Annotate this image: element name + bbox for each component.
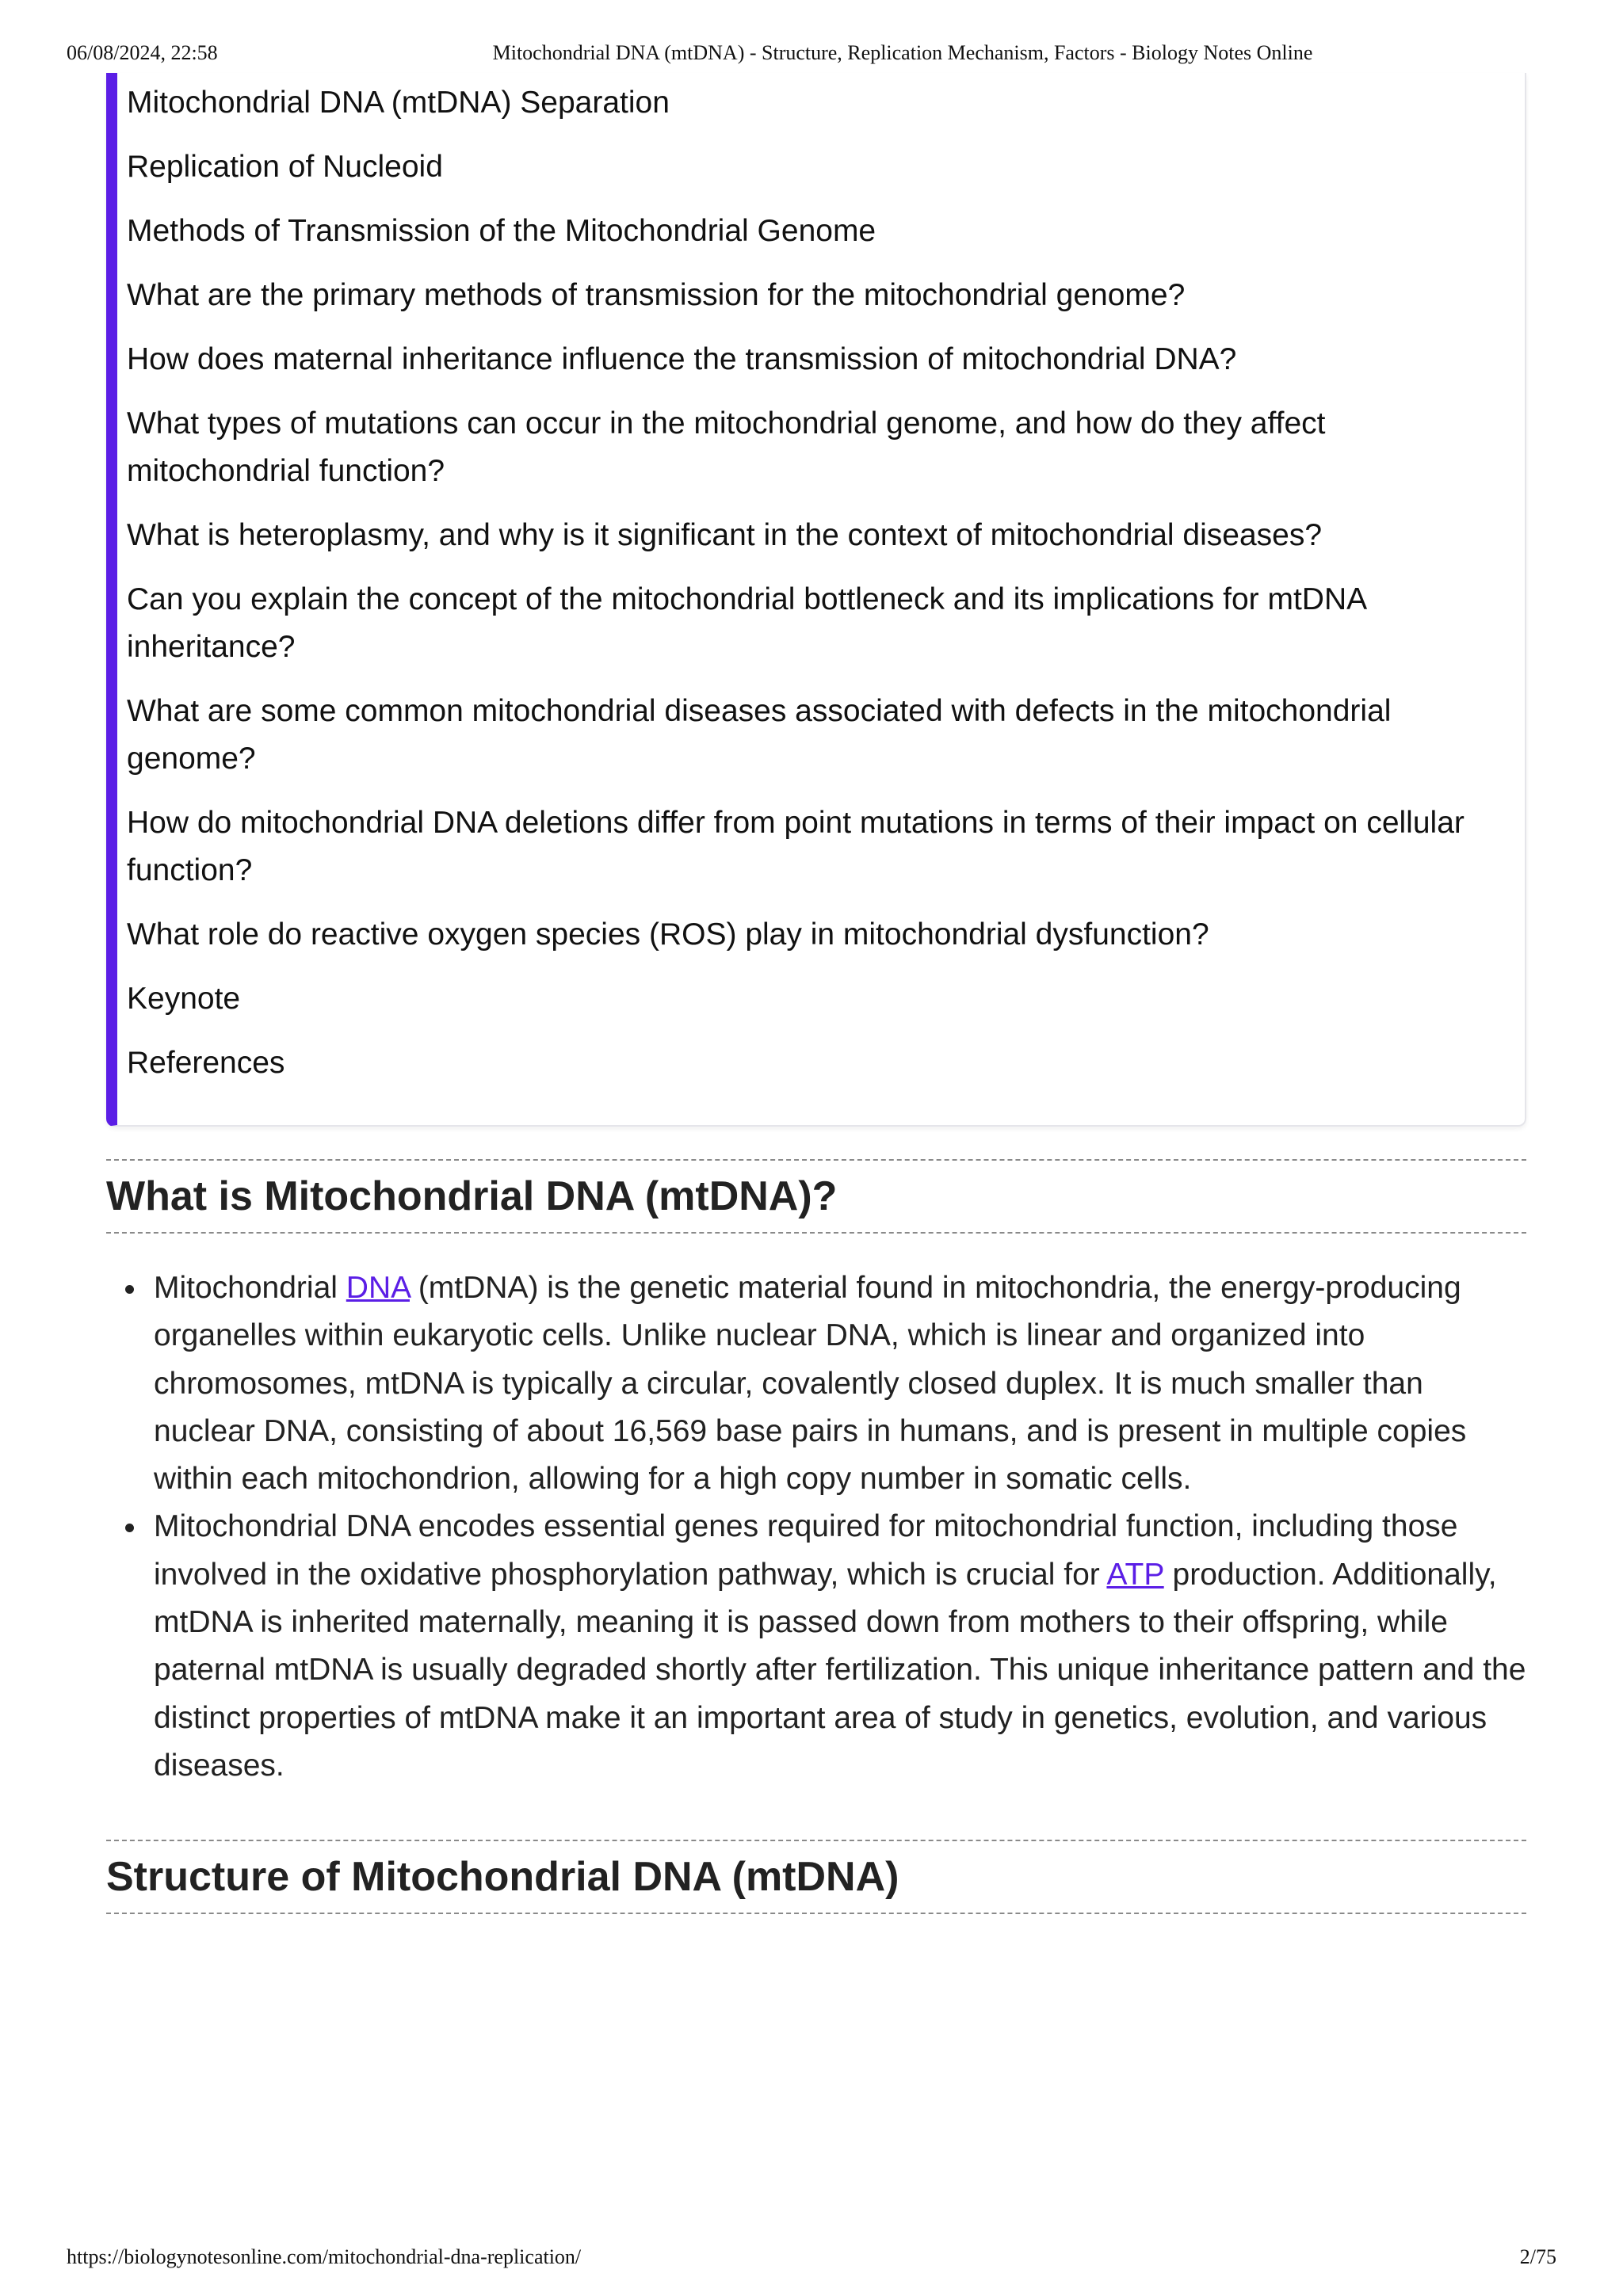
section-heading-what-is-mtdna: What is Mitochondrial DNA (mtDNA)? <box>106 1159 1526 1234</box>
print-datetime: 06/08/2024, 22:58 <box>67 41 218 64</box>
print-header <box>67 41 1556 70</box>
toc-item[interactable]: What is heteroplasmy, and why is it significant in the context of mitochondrial diseases? <box>127 518 1323 552</box>
print-url: https://biologynotesonline.com/mitochondrial-dna-replication/ <box>67 2245 582 2268</box>
toc-item[interactable]: How do mitochondrial DNA deletions differ from point mutations in terms of their impact on cellular function? <box>127 806 1465 887</box>
section-heading-structure: Structure of Mitochondrial DNA (mtDNA) <box>106 1840 1526 1914</box>
toc-item[interactable]: Methods of Transmission of the Mitochondrial Genome <box>127 214 876 248</box>
toc-item[interactable]: What are some common mitochondrial diseases associated with defects in the mitochondrial genome? <box>127 694 1392 776</box>
toc-item[interactable]: What are the primary methods of transmission for the mitochondrial genome? <box>127 278 1186 312</box>
list-item <box>154 1264 1533 1503</box>
toc-item[interactable]: References <box>127 1046 285 1080</box>
bullet-text: Mitochondrial <box>154 1271 346 1305</box>
toc-item[interactable]: Replication of Nucleoid <box>127 150 443 184</box>
bullet-text: (mtDNA) is the genetic material found in mitochondria, the energy-producing organelles within eukaryotic cells. Unlike nuclear DNA, which is linear and organized into chromosomes, mtDNA is typically a circular, covalently closed duplex. It is much smaller than nuclear DNA, consisting of about 16,569 base pairs in humans, and is present in multiple copies within each mitochondrion, allowing for a high copy number in somatic cells. <box>154 1271 1467 1497</box>
list-item <box>154 1503 1533 1790</box>
toc-item[interactable]: What types of mutations can occur in the mitochondrial genome, and how do they affect mitochondrial function? <box>127 406 1326 488</box>
dna-link[interactable]: DNA <box>346 1271 410 1305</box>
toc-item[interactable]: Can you explain the concept of the mitochondrial bottleneck and its implications for mtDNA inheritance? <box>127 582 1365 664</box>
page-number: 2/75 <box>1519 2245 1556 2268</box>
what-is-mtdna-list <box>154 1264 1533 1790</box>
bullet-text: Mitochondrial DNA encodes essential genes required for mitochondrial function, including those involved in the oxidative phosphorylation pathway, which is crucial for <box>154 1509 1458 1592</box>
toc-item[interactable]: Keynote <box>127 982 241 1016</box>
atp-link[interactable]: ATP <box>1106 1557 1164 1592</box>
bullet-text: production. Additionally, mtDNA is inherited maternally, meaning it is passed down from mothers to their offspring, while paternal mtDNA is usually degraded shortly after fertilization. This unique inheritance pattern and the distinct properties of mtDNA make it an important area of study in genetics, evolution, and various diseases. <box>154 1557 1526 1783</box>
toc-item[interactable]: Mitochondrial DNA (mtDNA) Separation <box>127 86 670 120</box>
toc-item[interactable]: How does maternal inheritance influence the transmission of mitochondrial DNA? <box>127 342 1237 376</box>
toc-item[interactable]: What role do reactive oxygen species (ROS) play in mitochondrial dysfunction? <box>127 917 1209 952</box>
toc-list <box>127 79 1490 1104</box>
print-page-title: Mitochondrial DNA (mtDNA) - Structure, Replication Mechanism, Factors - Biology Notes Online <box>492 41 1313 64</box>
